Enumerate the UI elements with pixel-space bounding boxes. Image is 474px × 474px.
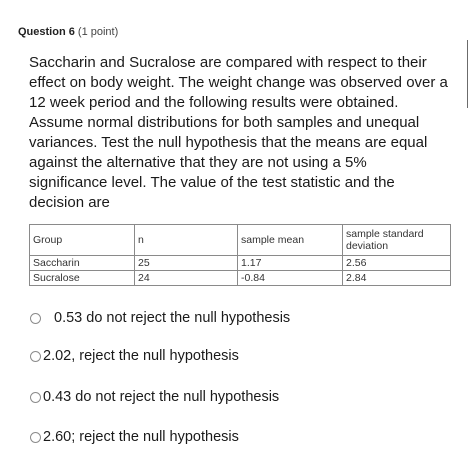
cell-mean: -0.84 <box>238 271 343 286</box>
option-label: 2.60; reject the null hypothesis <box>43 429 239 445</box>
question-title: Question 6 <box>18 26 75 38</box>
table-row <box>30 256 451 271</box>
cell-group: Saccharin <box>30 256 135 271</box>
cell-sd: 2.84 <box>343 271 451 286</box>
header-sample-sd: sample standard deviation <box>343 225 451 256</box>
header-group: Group <box>30 225 135 256</box>
answer-option-2[interactable] <box>30 346 239 366</box>
scrollbar[interactable] <box>467 40 468 108</box>
cell-n: 24 <box>135 271 238 286</box>
cell-sd: 2.56 <box>343 256 451 271</box>
cell-group: Sucralose <box>30 271 135 286</box>
table-row <box>30 271 451 286</box>
answer-option-3[interactable] <box>30 387 279 407</box>
cell-mean: 1.17 <box>238 256 343 271</box>
option-label: 0.53 do not reject the null hypothesis <box>54 310 291 326</box>
header-n: n <box>135 225 238 256</box>
radio-button[interactable] <box>30 313 41 324</box>
option-label: 2.02, reject the null hypothesis <box>43 348 239 364</box>
option-label: 0.43 do not reject the null hypothesis <box>43 389 280 405</box>
data-table <box>29 224 451 286</box>
table-header-row <box>30 225 451 256</box>
question-stem: Saccharin and Sucralose are compared with respect to their effect on body weight. The weight change was observed over a 12 week period and the following results were obtained. Assume normal distributions for both samples and unequal variances. Test the null hypothesis that the means are equal against the alternative that they are not using a 5% significance level. The value of the test statistic and the decision are <box>29 54 448 211</box>
radio-button[interactable] <box>30 432 41 443</box>
header-sample-mean: sample mean <box>238 225 343 256</box>
question-points: (1 point) <box>77 26 119 38</box>
answer-option-4[interactable] <box>30 427 239 447</box>
cell-n: 25 <box>135 256 238 271</box>
question-header <box>18 26 118 38</box>
answer-option-1[interactable] <box>30 308 290 328</box>
radio-button[interactable] <box>30 351 41 362</box>
radio-button[interactable] <box>30 392 41 403</box>
